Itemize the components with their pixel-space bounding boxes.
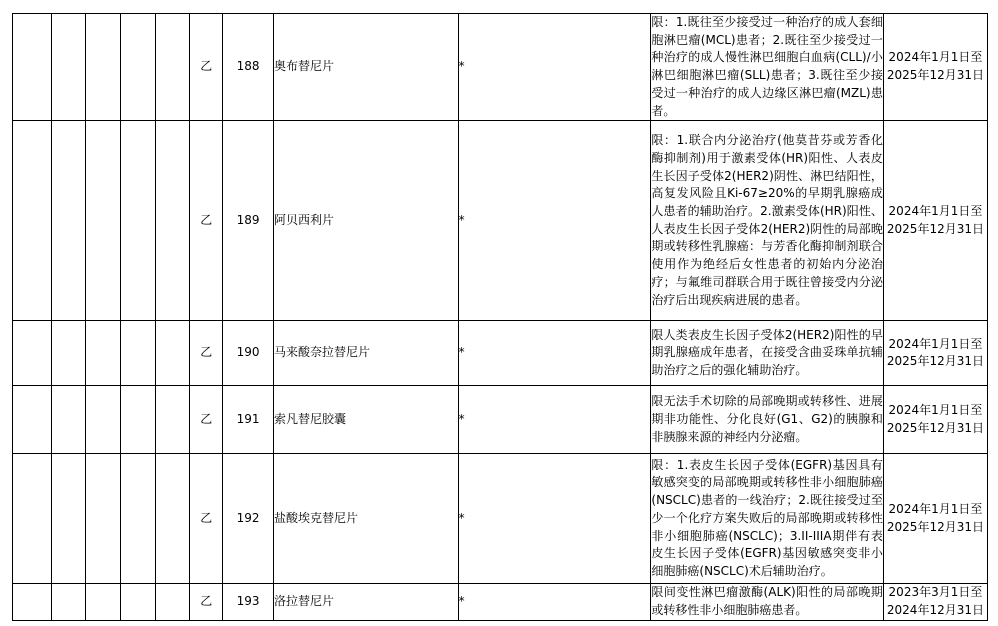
date-start: 2024年1月1日至 xyxy=(888,50,983,65)
empty-cell xyxy=(13,386,52,454)
table-row xyxy=(13,386,988,454)
empty-cell xyxy=(155,584,190,620)
empty-cell xyxy=(86,386,121,454)
empty-cell xyxy=(86,454,121,584)
number-cell: 189 xyxy=(223,121,274,321)
validity-date-cell xyxy=(883,454,987,584)
note-cell: * xyxy=(458,584,651,620)
empty-cell xyxy=(86,321,121,386)
empty-cell xyxy=(155,321,190,386)
number-cell: 188 xyxy=(223,14,274,121)
number-cell: 190 xyxy=(223,321,274,386)
table-row xyxy=(13,321,988,386)
empty-cell xyxy=(51,321,86,386)
date-end: 2025年12月31日 xyxy=(886,354,984,369)
empty-cell xyxy=(121,321,156,386)
category-cell: 乙 xyxy=(190,454,223,584)
empty-cell xyxy=(121,14,156,121)
category-cell: 乙 xyxy=(190,14,223,121)
validity-date-cell xyxy=(883,121,987,321)
remark-cell: 限：1.联合内分泌治疗(他莫昔芬或芳香化酶抑制剂)用于激素受体(HR)阳性、人表皮生长因子受体2(HER2)阴性、淋巴结阳性，高复发风险且Ki-67≥20%的早期乳腺癌成人患者的辅助治疗。2.激素受体(HR)阳性、人表皮生长因子受体2(HER2)阴性的局部晚期或转移性乳腺癌：与芳香化酶抑制剂联合使用作为绝经后女性患者的初始内分泌治疗；与氟维司群联合用于既往曾接受内分泌治疗后出现疾病进展的患者。 xyxy=(651,121,884,321)
empty-cell xyxy=(121,584,156,620)
date-start: 2024年1月1日至 xyxy=(888,403,983,418)
empty-cell xyxy=(86,584,121,620)
table-row xyxy=(13,454,988,584)
table-row xyxy=(13,584,988,620)
date-start: 2024年1月1日至 xyxy=(888,204,983,219)
drug-list-table xyxy=(12,13,988,621)
remark-cell: 限人类表皮生长因子受体2(HER2)阳性的早期乳腺癌成年患者，在接受含曲妥珠单抗辅助治疗之后的强化辅助治疗。 xyxy=(651,321,884,386)
empty-cell xyxy=(155,454,190,584)
table-row xyxy=(13,121,988,321)
number-cell: 192 xyxy=(223,454,274,584)
category-cell: 乙 xyxy=(190,386,223,454)
date-end: 2025年12月31日 xyxy=(886,420,984,435)
date-end: 2025年12月31日 xyxy=(886,68,984,83)
drug-name-cell: 马来酸奈拉替尼片 xyxy=(274,321,459,386)
number-cell: 193 xyxy=(223,584,274,620)
empty-cell xyxy=(13,584,52,620)
remark-cell: 限：1.既往至少接受过一种治疗的成人套细胞淋巴瘤(MCL)患者；2.既往至少接受过一种治疗的成人慢性淋巴细胞白血病(CLL)/小淋巴细胞淋巴瘤(SLL)患者；3.既往至少接受过一种治疗的成人边缘区淋巴瘤(MZL)患者。 xyxy=(651,14,884,121)
empty-cell xyxy=(155,14,190,121)
empty-cell xyxy=(155,386,190,454)
note-cell: * xyxy=(458,121,651,321)
category-cell: 乙 xyxy=(190,584,223,620)
validity-date-cell xyxy=(883,14,987,121)
empty-cell xyxy=(86,14,121,121)
number-cell: 191 xyxy=(223,386,274,454)
empty-cell xyxy=(155,121,190,321)
drug-name-cell: 阿贝西利片 xyxy=(274,121,459,321)
date-end: 2024年12月31日 xyxy=(886,602,984,617)
empty-cell xyxy=(51,121,86,321)
empty-cell xyxy=(51,14,86,121)
drug-name-cell: 盐酸埃克替尼片 xyxy=(274,454,459,584)
empty-cell xyxy=(51,386,86,454)
empty-cell xyxy=(86,121,121,321)
date-end: 2025年12月31日 xyxy=(886,519,984,534)
date-end: 2025年12月31日 xyxy=(886,221,984,236)
drug-name-cell: 洛拉替尼片 xyxy=(274,584,459,620)
date-start: 2023年3月1日至 xyxy=(888,585,983,600)
empty-cell xyxy=(13,454,52,584)
validity-date-cell xyxy=(883,584,987,620)
note-cell: * xyxy=(458,454,651,584)
validity-date-cell xyxy=(883,386,987,454)
note-cell: * xyxy=(458,14,651,121)
category-cell: 乙 xyxy=(190,321,223,386)
empty-cell xyxy=(121,454,156,584)
empty-cell xyxy=(13,121,52,321)
date-start: 2024年1月1日至 xyxy=(888,336,983,351)
note-cell: * xyxy=(458,321,651,386)
category-cell: 乙 xyxy=(190,121,223,321)
drug-name-cell: 奥布替尼片 xyxy=(274,14,459,121)
empty-cell xyxy=(13,321,52,386)
empty-cell xyxy=(51,584,86,620)
remark-cell: 限：1.表皮生长因子受体(EGFR)基因具有敏感突变的局部晚期或转移性非小细胞肺癌(NSCLC)患者的一线治疗；2.既往接受过至少一个化疗方案失败后的局部晚期或转移性非小细胞肺癌(NSCLC)；3.II-IIIA期伴有表皮生长因子受体(EGFR)基因敏感突变非小细胞肺癌(NSCLC)术后辅助治疗。 xyxy=(651,454,884,584)
remark-cell: 限间变性淋巴瘤激酶(ALK)阳性的局部晚期或转移性非小细胞肺癌患者。 xyxy=(651,584,884,620)
empty-cell xyxy=(121,386,156,454)
empty-cell xyxy=(13,14,52,121)
validity-date-cell xyxy=(883,321,987,386)
date-start: 2024年1月1日至 xyxy=(888,502,983,517)
remark-cell: 限无法手术切除的局部晚期或转移性、进展期非功能性、分化良好(G1、G2)的胰腺和非胰腺来源的神经内分泌瘤。 xyxy=(651,386,884,454)
table-row xyxy=(13,14,988,121)
drug-name-cell: 索凡替尼胶囊 xyxy=(274,386,459,454)
empty-cell xyxy=(51,454,86,584)
empty-cell xyxy=(121,121,156,321)
note-cell: * xyxy=(458,386,651,454)
